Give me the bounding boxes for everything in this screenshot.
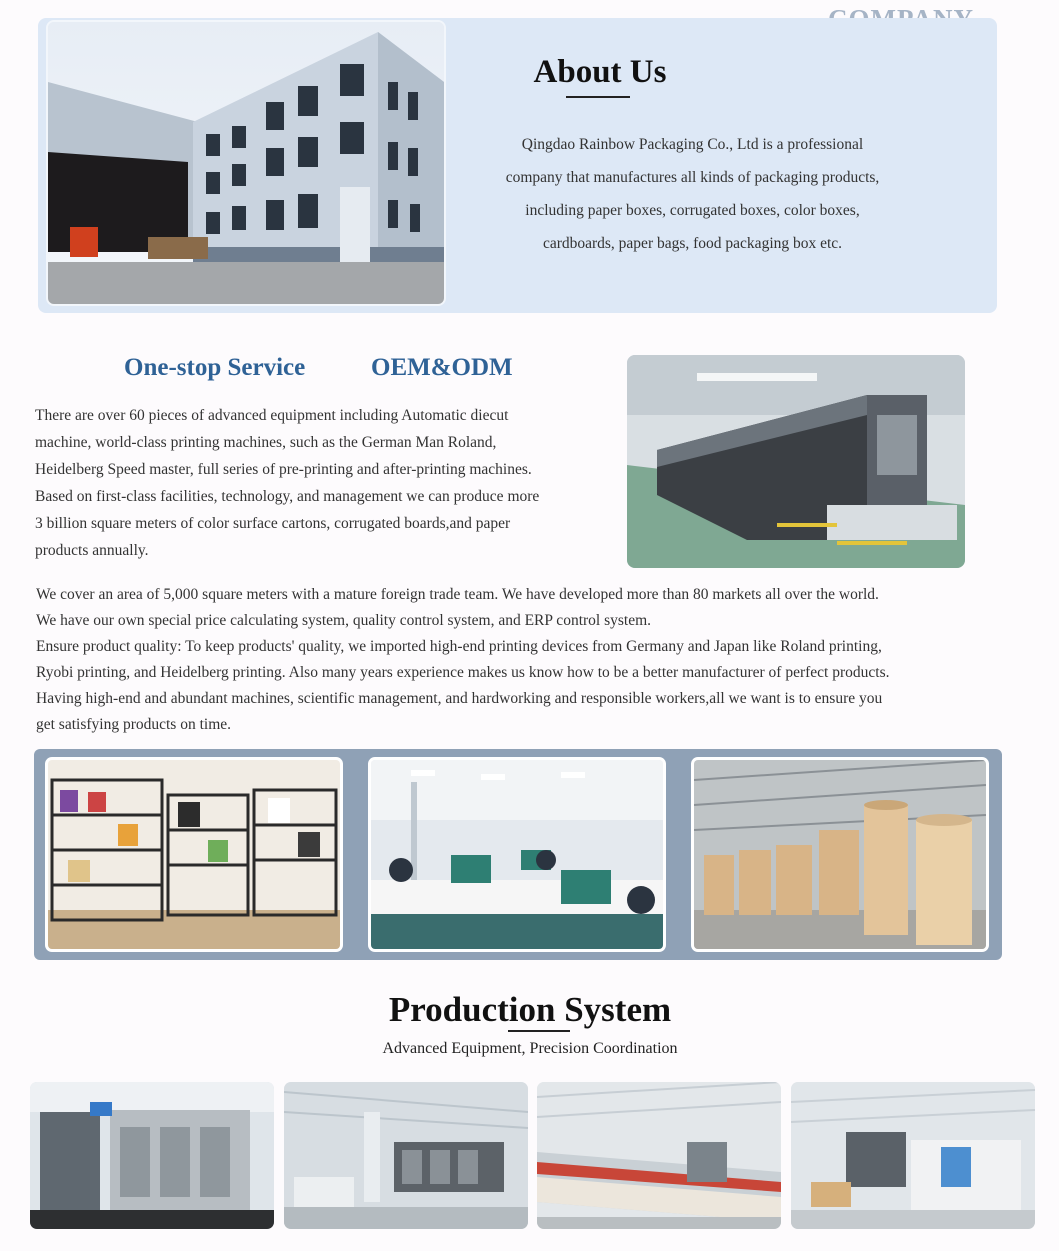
service-description xyxy=(35,402,625,564)
offset-printing-hall-photo xyxy=(284,1082,528,1229)
about-title-underline xyxy=(566,96,630,98)
paper-rolls-warehouse-photo xyxy=(691,757,989,952)
oem-odm-heading: OEM&ODM xyxy=(371,354,513,381)
details-line: Ryobi printing, and Heidelberg printing. Also many years experience makes us know how to be a better manufacturer of perfect products. xyxy=(36,664,890,681)
production-title-underline xyxy=(508,1030,570,1032)
details-line: We have our own special price calculating system, quality control system, and ERP control system. xyxy=(36,612,652,629)
die-cutting-machine-photo xyxy=(791,1082,1035,1229)
service-line: 3 billion square meters of color surface cartons, corrugated boards,and paper xyxy=(35,515,511,532)
folder-gluer-line-photo xyxy=(537,1082,781,1229)
details-line: get satisfying products on time. xyxy=(36,716,232,733)
packing-workshop-photo xyxy=(368,757,666,952)
about-line: Qingdao Rainbow Packaging Co., Ltd is a professional xyxy=(521,136,864,153)
printing-machine-photo xyxy=(627,355,965,568)
company-details xyxy=(36,582,1026,738)
production-title: Production System xyxy=(388,990,672,1029)
about-line: company that manufactures all kinds of packaging products, xyxy=(505,169,880,186)
details-line: Having high-end and abundant machines, scientific management, and hardworking and responsible workers,all we want is to ensure you xyxy=(36,690,883,707)
about-title: About Us xyxy=(533,54,667,90)
production-subtitle: Advanced Equipment, Precision Coordination xyxy=(382,1040,678,1057)
about-description xyxy=(460,128,925,260)
service-line: There are over 60 pieces of advanced equipment including Automatic diecut xyxy=(35,407,509,424)
factory-building-photo xyxy=(48,22,444,304)
about-line: including paper boxes, corrugated boxes, color boxes, xyxy=(525,202,860,219)
showroom-shelves-photo xyxy=(45,757,343,952)
corrugated-line-machine-photo xyxy=(30,1082,274,1229)
service-line: Heidelberg Speed master, full series of pre-printing and after-printing machines. xyxy=(35,461,532,478)
service-line: Based on first-class facilities, technology, and management we can produce more xyxy=(35,488,540,505)
details-line: Ensure product quality: To keep products' quality, we imported high-end printing devices from Germany and Japan like Roland printing, xyxy=(36,638,882,655)
service-line: machine, world-class printing machines, such as the German Man Roland, xyxy=(35,434,497,451)
one-stop-service-heading: One-stop Service xyxy=(124,354,306,381)
details-line: We cover an area of 5,000 square meters with a mature foreign trade team. We have developed more than 80 markets all over the world. xyxy=(36,586,879,603)
service-line: products annually. xyxy=(35,542,149,559)
about-line: cardboards, paper bags, food packaging box etc. xyxy=(542,235,843,252)
